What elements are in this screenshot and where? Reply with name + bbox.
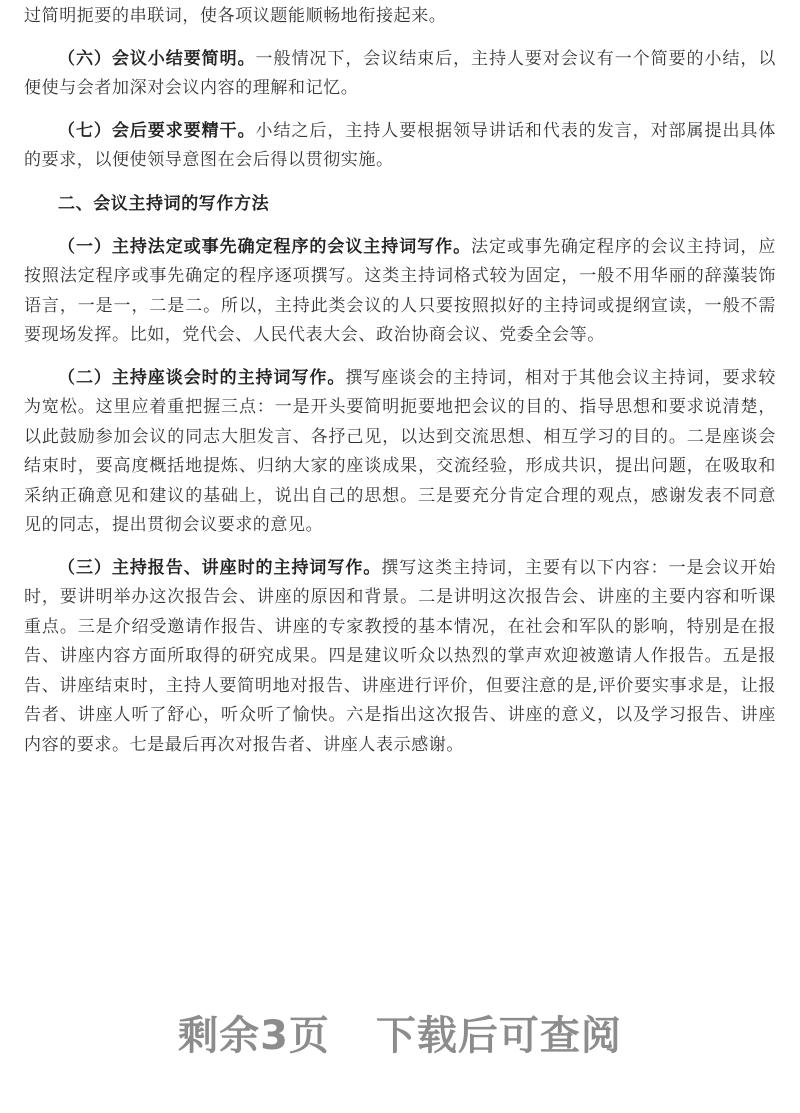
- paragraph-text: 撰写座谈会的主持词，相对于其他会议主持词，要求较为宽松。这里应着重把握三点：一是开头要简明扼要地把会议的目的、指导思想和要求说清楚，以此鼓励参加会议的同志大胆发言、各抒己见，以达到交流思想、相互学习的目的。二是座谈会结束时，要高度概括地提炼、归纳大家的座谈成果，交流经验，形成共识，提出问题，在吸取和采纳正确意见和建议的基础上，说出自己的思想。三是要充分肯定合理的观点，感谢发表不同意见的同志，提出贯彻会议要求的意见。: [24, 367, 776, 535]
- paragraph-text: 小结之后，主持人要根据领导讲话和代表的发言，对部属提出具体的要求，以便使领导意图在会后得以贯彻实施。: [24, 120, 776, 170]
- download-to-view-label: 下载后可查阅: [375, 1013, 622, 1059]
- paragraph-text: 过简明扼要的串联词，使各项议题能顺畅地衔接起来。: [24, 6, 447, 26]
- remaining-pages-label: 剩余3页: [178, 1013, 330, 1059]
- paragraph-text: 一般情况下，会议结束后，主持人要对会议有一个简要的小结，以便使与会者加深对会议内容的理解和记忆。: [24, 48, 776, 98]
- section-heading: 二、会议主持词的写作方法: [58, 193, 270, 214]
- paragraph-post-meeting-requirements: [24, 117, 776, 176]
- paragraph-text: 法定或事先确定程序的会议主持词，应按照法定程序或事先确定的程序逐项撰写。这类主持词格式较为固定，一般不用华丽的辞藻装饰语言，一是一，二是二。所以，主持此类会议的人只要按照拟好的主持词或提纲宣读，一般不需要现场发挥。比如，党代会、人民代表大会、政治协商会议、党委全会等。: [24, 236, 776, 345]
- paragraph-lead: （六）会议小结要简明。: [58, 48, 256, 69]
- document-page: [24, 0, 776, 760]
- paragraph-report-lecture: [24, 554, 776, 761]
- paragraph-lead: （三）主持报告、讲座时的主持词写作。: [58, 557, 382, 578]
- paragraph-text: 撰写这类主持词，主要有以下内容：一是会议开始时，要讲明举办这次报告会、讲座的原因和背景。二是讲明这次报告会、讲座的主要内容和听课重点。三是介绍受邀请作报告、讲座的专家教授的基本情况，在社会和军队的影响，特别是在报告、讲座内容方面所取得的研究成果。四是建议听众以热烈的掌声欢迎被邀请人作报告。五是报告、讲座结束时，主持人要简明地对报告、讲座进行评价，但要注意的是,评价要实事求是，让报告者、讲座人听了舒心，听众听了愉快。六是指出这次报告、讲座的意义，以及学习报告、讲座内容的要求。七是最后再次对报告者、讲座人表示感谢。: [24, 557, 776, 755]
- paragraph-summary-brief: [24, 45, 776, 104]
- download-prompt-banner[interactable]: [0, 1010, 800, 1062]
- paragraph-lead: （二）主持座谈会时的主持词写作。: [58, 367, 346, 388]
- paragraph-symposium: [24, 364, 776, 541]
- paragraph-lead: （七）会后要求要精干。: [58, 120, 256, 141]
- paragraph-lead: （一）主持法定或事先确定程序的会议主持词写作。: [58, 236, 472, 257]
- paragraph-statutory-procedure: [24, 233, 776, 351]
- paragraph-continuation: [24, 2, 776, 32]
